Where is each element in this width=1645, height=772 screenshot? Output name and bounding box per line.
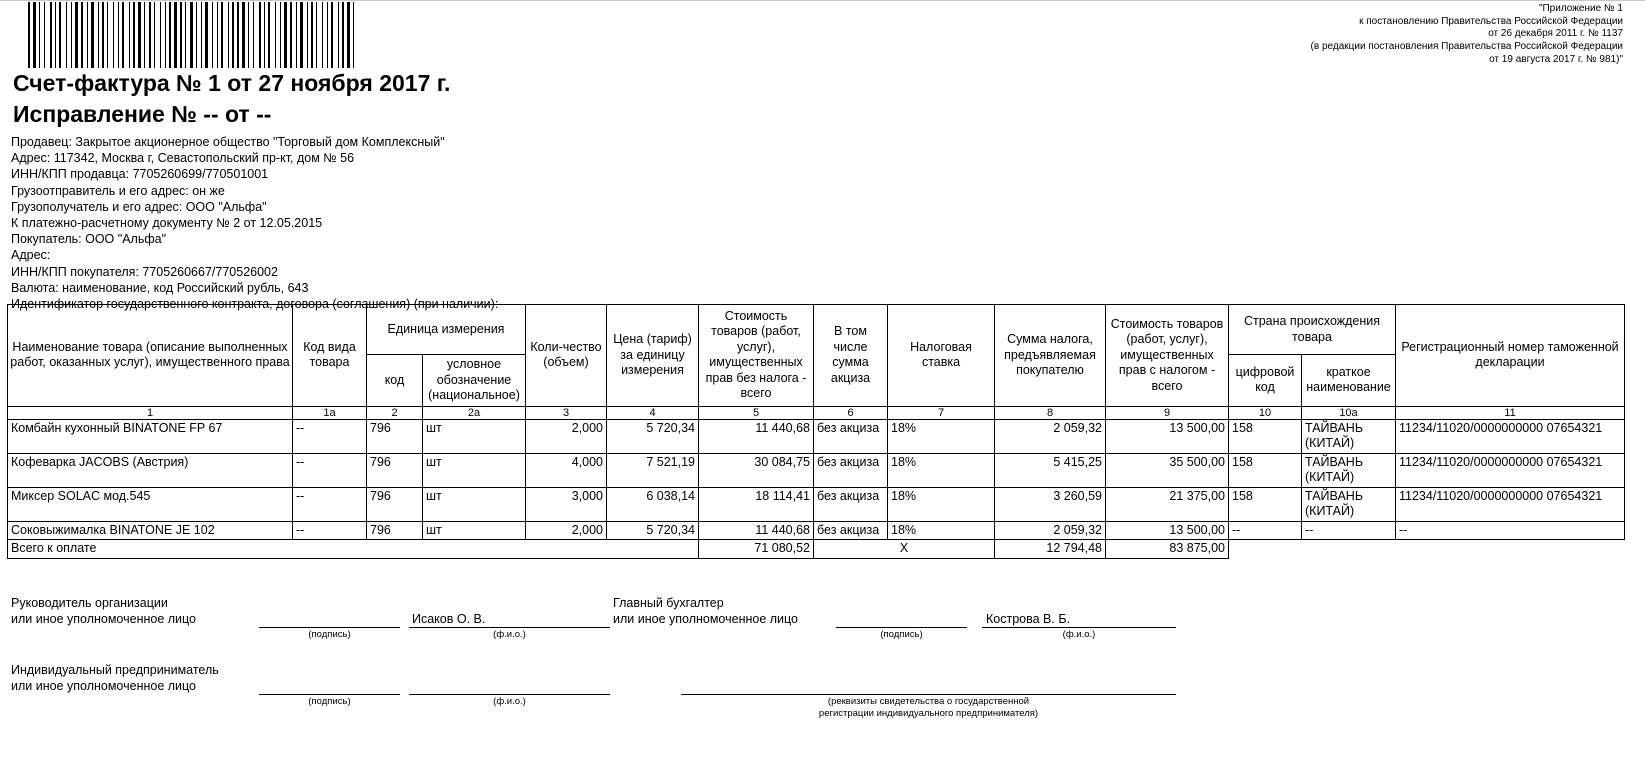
header-unit-code: код bbox=[367, 355, 423, 407]
cell-kind: -- bbox=[293, 419, 367, 453]
barcode-bar bbox=[33, 2, 36, 68]
barcode-bar bbox=[264, 2, 265, 68]
barcode-bar bbox=[149, 2, 151, 68]
barcode-bar bbox=[102, 2, 104, 68]
ip-registration-line bbox=[681, 694, 1176, 695]
col-number: 10 bbox=[1229, 406, 1302, 419]
cell-customs: 11234/11020/0000000000 07654321 bbox=[1396, 487, 1625, 521]
header-customs: Регистрационный номер таможенной декларации bbox=[1396, 305, 1625, 407]
barcode-bar bbox=[138, 2, 141, 68]
cell-name: Кофеварка JACOBS (Австрия) bbox=[8, 453, 293, 487]
barcode-bar bbox=[91, 2, 94, 68]
cell-country-code: 158 bbox=[1229, 419, 1302, 453]
buyer-inn-line: ИНН/КПП покупателя: 7705260667/770526002 bbox=[11, 264, 278, 279]
header-name: Наименование товара (описание выполненных работ, оказанных услуг), имущественного права bbox=[8, 305, 293, 407]
barcode-bar bbox=[201, 2, 202, 68]
col-number: 9 bbox=[1106, 406, 1229, 419]
col-number: 2а bbox=[423, 406, 526, 419]
col-number: 6 bbox=[814, 406, 888, 419]
ip-fio-caption: (ф.и.о.) bbox=[493, 696, 526, 707]
barcode-bar bbox=[300, 2, 303, 68]
header-cost-no-tax: Стоимость товаров (работ, услуг), имущественных прав без налога - всего bbox=[699, 305, 814, 407]
ip-registration-caption-line: (реквизиты свидетельства о государственной bbox=[827, 696, 1030, 707]
head-sign-caption: (подпись) bbox=[308, 629, 351, 640]
cell-country-name: ТАЙВАНЬ (КИТАЙ) bbox=[1302, 453, 1396, 487]
col-number: 11 bbox=[1396, 406, 1625, 419]
cell-country-name: ТАЙВАНЬ (КИТАЙ) bbox=[1302, 487, 1396, 521]
invoice-details bbox=[11, 134, 498, 312]
total-mark: X bbox=[814, 540, 995, 559]
appendix-note bbox=[1311, 3, 1623, 67]
correction-title: Исправление № -- от -- bbox=[13, 101, 272, 127]
barcode-bar bbox=[133, 2, 135, 68]
barcode-bar bbox=[59, 2, 61, 68]
appendix-line: от 19 августа 2017 г. № 981)" bbox=[1489, 53, 1623, 65]
head-label-line: Руководитель организации bbox=[11, 596, 168, 610]
barcode-bar bbox=[280, 2, 281, 68]
barcode-bar bbox=[122, 2, 124, 68]
cell-unit: шт bbox=[423, 453, 526, 487]
cell-price: 5 720,34 bbox=[607, 419, 699, 453]
barcode-bar bbox=[284, 2, 287, 68]
head-label bbox=[11, 596, 196, 627]
barcode-bar bbox=[190, 2, 193, 68]
appendix-line: к постановлению Правительства Российской Федерации bbox=[1359, 15, 1623, 27]
cell-tax: 5 415,25 bbox=[995, 453, 1106, 487]
col-number: 10а bbox=[1302, 406, 1396, 419]
barcode-bar bbox=[217, 2, 218, 68]
head-fio-caption: (ф.и.о.) bbox=[493, 629, 526, 640]
barcode-bar bbox=[316, 2, 317, 68]
cell-price: 7 521,19 bbox=[607, 453, 699, 487]
cell-excise: без акциза bbox=[814, 453, 888, 487]
barcode-bar bbox=[129, 2, 130, 68]
ip-name-line bbox=[409, 694, 610, 695]
accountant-name-line bbox=[982, 627, 1176, 628]
ip-label bbox=[11, 663, 219, 694]
barcode-bar bbox=[331, 2, 333, 68]
payment-doc-line: К платежно-расчетному документу № 2 от 12.05.2015 bbox=[11, 216, 323, 231]
cell-customs: 11234/11020/0000000000 07654321 bbox=[1396, 419, 1625, 453]
cell-cost: 11 440,68 bbox=[699, 521, 814, 540]
cell-name: Миксер SOLAC мод.545 bbox=[8, 487, 293, 521]
cell-total: 35 500,00 bbox=[1106, 453, 1229, 487]
total-label: Всего к оплате bbox=[8, 540, 699, 559]
cell-qty: 2,000 bbox=[526, 521, 607, 540]
cell-excise: без акциза bbox=[814, 487, 888, 521]
cell-qty: 3,000 bbox=[526, 487, 607, 521]
barcode-bar bbox=[98, 2, 99, 68]
header-price: Цена (тариф) за единицу измерения bbox=[607, 305, 699, 407]
cell-unit-code: 796 bbox=[367, 521, 423, 540]
total-tax: 12 794,48 bbox=[995, 540, 1106, 559]
barcode-bar bbox=[259, 2, 261, 68]
header-cost-with-tax: Стоимость товаров (работ, услуг), имущественных прав с налогом - всего bbox=[1106, 305, 1229, 407]
header-kind: Код вида товара bbox=[293, 305, 367, 407]
accountant-sign-caption: (подпись) bbox=[880, 629, 923, 640]
barcode-bar bbox=[228, 2, 229, 68]
cell-customs: 11234/11020/0000000000 07654321 bbox=[1396, 453, 1625, 487]
barcode-bar bbox=[87, 2, 88, 68]
seller-line: Продавец: Закрытое акционерное общество "Торговый дом Комплексный" bbox=[11, 135, 445, 149]
cell-tax: 3 260,59 bbox=[995, 487, 1106, 521]
ip-sign-caption: (подпись) bbox=[308, 696, 351, 707]
barcode-bar bbox=[347, 2, 350, 68]
col-number: 1 bbox=[8, 406, 293, 419]
barcode-bar bbox=[174, 2, 177, 68]
cell-kind: -- bbox=[293, 453, 367, 487]
cell-unit: шт bbox=[423, 487, 526, 521]
shipper-line: Грузоотправитель и его адрес: он же bbox=[11, 183, 225, 198]
barcode-bar bbox=[185, 2, 186, 68]
cell-qty: 2,000 bbox=[526, 419, 607, 453]
accountant-name: Кострова В. Б. bbox=[986, 612, 1070, 626]
barcode-bar bbox=[327, 2, 328, 68]
total-row bbox=[8, 540, 1625, 559]
barcode-bar bbox=[39, 2, 40, 68]
top-divider bbox=[0, 0, 1645, 1]
cell-rate: 18% bbox=[888, 419, 995, 453]
barcode-bar bbox=[232, 2, 234, 68]
barcode-bar bbox=[113, 2, 114, 68]
cell-unit-code: 796 bbox=[367, 453, 423, 487]
barcode-bar bbox=[196, 2, 197, 68]
cell-country-name: -- bbox=[1302, 521, 1396, 540]
header-country-name: краткое наименование bbox=[1302, 355, 1396, 407]
cell-kind: -- bbox=[293, 521, 367, 540]
cell-cost: 11 440,68 bbox=[699, 419, 814, 453]
barcode-bar bbox=[311, 2, 313, 68]
barcode-bar bbox=[275, 2, 276, 68]
cell-unit-code: 796 bbox=[367, 419, 423, 453]
barcode-bar bbox=[338, 2, 339, 68]
barcode-bar bbox=[248, 2, 249, 68]
invoice-title: Счет-фактура № 1 от 27 ноября 2017 г. bbox=[13, 70, 451, 96]
appendix-line: "Приложение № 1 bbox=[1538, 3, 1623, 14]
barcode-bar bbox=[242, 2, 245, 68]
col-number: 7 bbox=[888, 406, 995, 419]
cell-rate: 18% bbox=[888, 487, 995, 521]
header-qty: Коли-чество (объем) bbox=[526, 305, 607, 407]
seller-address-line: Адрес: 117342, Москва г, Севастопольский пр-кт, дом № 56 bbox=[11, 151, 355, 166]
table-row bbox=[8, 419, 1625, 453]
cell-rate: 18% bbox=[888, 453, 995, 487]
cell-total: 13 500,00 bbox=[1106, 419, 1229, 453]
barcode-bar bbox=[118, 2, 119, 68]
cell-excise: без акциза bbox=[814, 419, 888, 453]
barcode-bar bbox=[205, 2, 208, 68]
total-cost: 71 080,52 bbox=[699, 540, 814, 559]
barcode-bar bbox=[169, 2, 171, 68]
head-name: Исаков О. В. bbox=[412, 612, 486, 626]
cell-country-name: ТАЙВАНЬ (КИТАЙ) bbox=[1302, 419, 1396, 453]
barcode-bar bbox=[28, 2, 30, 68]
cell-cost: 18 114,41 bbox=[699, 487, 814, 521]
barcode-bar bbox=[212, 2, 213, 68]
buyer-line: Покупатель: ООО "Альфа" bbox=[11, 232, 167, 247]
cell-kind: -- bbox=[293, 487, 367, 521]
cell-country-code: -- bbox=[1229, 521, 1302, 540]
cell-cost: 30 084,75 bbox=[699, 453, 814, 487]
cell-tax: 2 059,32 bbox=[995, 521, 1106, 540]
barcode-bar bbox=[237, 2, 239, 68]
barcode-bar bbox=[296, 2, 297, 68]
table-row bbox=[8, 521, 1625, 540]
barcode-bar bbox=[75, 2, 78, 68]
seller-inn-line: ИНН/КПП продавца: 7705260699/770501001 bbox=[11, 167, 269, 182]
cell-country-code: 158 bbox=[1229, 453, 1302, 487]
cell-unit: шт bbox=[423, 521, 526, 540]
barcode-bar bbox=[71, 2, 72, 68]
barcode-bar bbox=[268, 2, 270, 68]
barcode-bar bbox=[165, 2, 166, 68]
col-number: 2 bbox=[367, 406, 423, 419]
header-country-code: цифровой код bbox=[1229, 355, 1302, 407]
ip-registration-caption bbox=[681, 696, 1176, 720]
column-number-row bbox=[8, 406, 1625, 419]
accountant-label-line: или иное уполномоченное лицо bbox=[613, 611, 799, 626]
accountant-label-line: Главный бухгалтер bbox=[613, 596, 724, 610]
header-excise: В том числе сумма акциза bbox=[814, 305, 888, 407]
accountant-label bbox=[613, 596, 798, 627]
cell-price: 6 038,14 bbox=[607, 487, 699, 521]
accountant-signature-line[interactable] bbox=[836, 627, 967, 628]
barcode-bar bbox=[154, 2, 155, 68]
barcode-bar bbox=[253, 2, 254, 68]
barcode-bar bbox=[180, 2, 182, 68]
barcode-bar bbox=[44, 2, 45, 68]
barcode-bar bbox=[342, 2, 344, 68]
currency-line: Валюта: наименование, код Российский рубль, 643 bbox=[11, 280, 309, 295]
barcode-bar bbox=[353, 2, 354, 68]
cell-unit-code: 796 bbox=[367, 487, 423, 521]
barcode-bar bbox=[55, 2, 56, 68]
cell-price: 5 720,34 bbox=[607, 521, 699, 540]
cell-tax: 2 059,32 bbox=[995, 419, 1106, 453]
barcode-bar bbox=[66, 2, 67, 68]
barcode-bar bbox=[160, 2, 161, 68]
barcode-bar bbox=[307, 2, 308, 68]
buyer-address-line: Адрес: bbox=[11, 248, 51, 263]
head-signature-line[interactable] bbox=[259, 627, 400, 628]
ip-registration-caption-line: регистрации индивидуального предпринимателя) bbox=[818, 708, 1039, 719]
header-country: Страна происхождения товара bbox=[1229, 305, 1396, 355]
ip-signature-line[interactable] bbox=[259, 694, 400, 695]
cell-total: 21 375,00 bbox=[1106, 487, 1229, 521]
col-number: 3 bbox=[526, 406, 607, 419]
total-empty bbox=[1229, 540, 1625, 559]
barcode-bar bbox=[221, 2, 223, 68]
appendix-line: от 26 декабря 2011 г. № 1137 bbox=[1488, 28, 1623, 40]
barcode-bar bbox=[290, 2, 292, 68]
barcode-bar bbox=[81, 2, 83, 68]
header-rate: Налоговая ставка bbox=[888, 305, 995, 407]
col-number: 8 bbox=[995, 406, 1106, 419]
barcode-bar bbox=[107, 2, 108, 68]
table-row bbox=[8, 453, 1625, 487]
barcode-bar bbox=[144, 2, 145, 68]
cell-rate: 18% bbox=[888, 521, 995, 540]
barcode-bar bbox=[50, 2, 52, 68]
barcode-bar bbox=[322, 2, 323, 68]
barcode-image bbox=[28, 2, 362, 68]
head-name-line bbox=[409, 627, 610, 628]
cell-qty: 4,000 bbox=[526, 453, 607, 487]
cell-total: 13 500,00 bbox=[1106, 521, 1229, 540]
col-number: 4 bbox=[607, 406, 699, 419]
ip-label-line: или иное уполномоченное лицо bbox=[11, 678, 197, 693]
accountant-fio-caption: (ф.и.о.) bbox=[1062, 629, 1096, 640]
col-number: 1а bbox=[293, 406, 367, 419]
cell-unit: шт bbox=[423, 419, 526, 453]
appendix-line: (в редакции постановления Правительства Российской Федерации bbox=[1310, 41, 1623, 53]
invoice-table bbox=[7, 304, 1625, 559]
cell-name: Комбайн кухонный BINATONE FP 67 bbox=[8, 419, 293, 453]
head-label-line: или иное уполномоченное лицо bbox=[11, 611, 197, 626]
total-sum: 83 875,00 bbox=[1106, 540, 1229, 559]
consignee-line: Грузополучатель и его адрес: ООО "Альфа" bbox=[11, 199, 267, 214]
contract-id-line: Идентификатор государственного контракта, договора (соглашения) (при наличии): bbox=[11, 297, 499, 312]
ip-label-line: Индивидуальный предприниматель bbox=[11, 663, 219, 677]
header-tax-sum: Сумма налога, предъявляемая покупателю bbox=[995, 305, 1106, 407]
table-row bbox=[8, 487, 1625, 521]
header-unit: Единица измерения bbox=[367, 305, 526, 355]
cell-name: Соковыжималка BINATONE JE 102 bbox=[8, 521, 293, 540]
header-unit-sign: условное обозначение (национальное) bbox=[423, 355, 526, 407]
cell-country-code: 158 bbox=[1229, 487, 1302, 521]
col-number: 5 bbox=[699, 406, 814, 419]
cell-customs: -- bbox=[1396, 521, 1625, 540]
cell-excise: без акциза bbox=[814, 521, 888, 540]
